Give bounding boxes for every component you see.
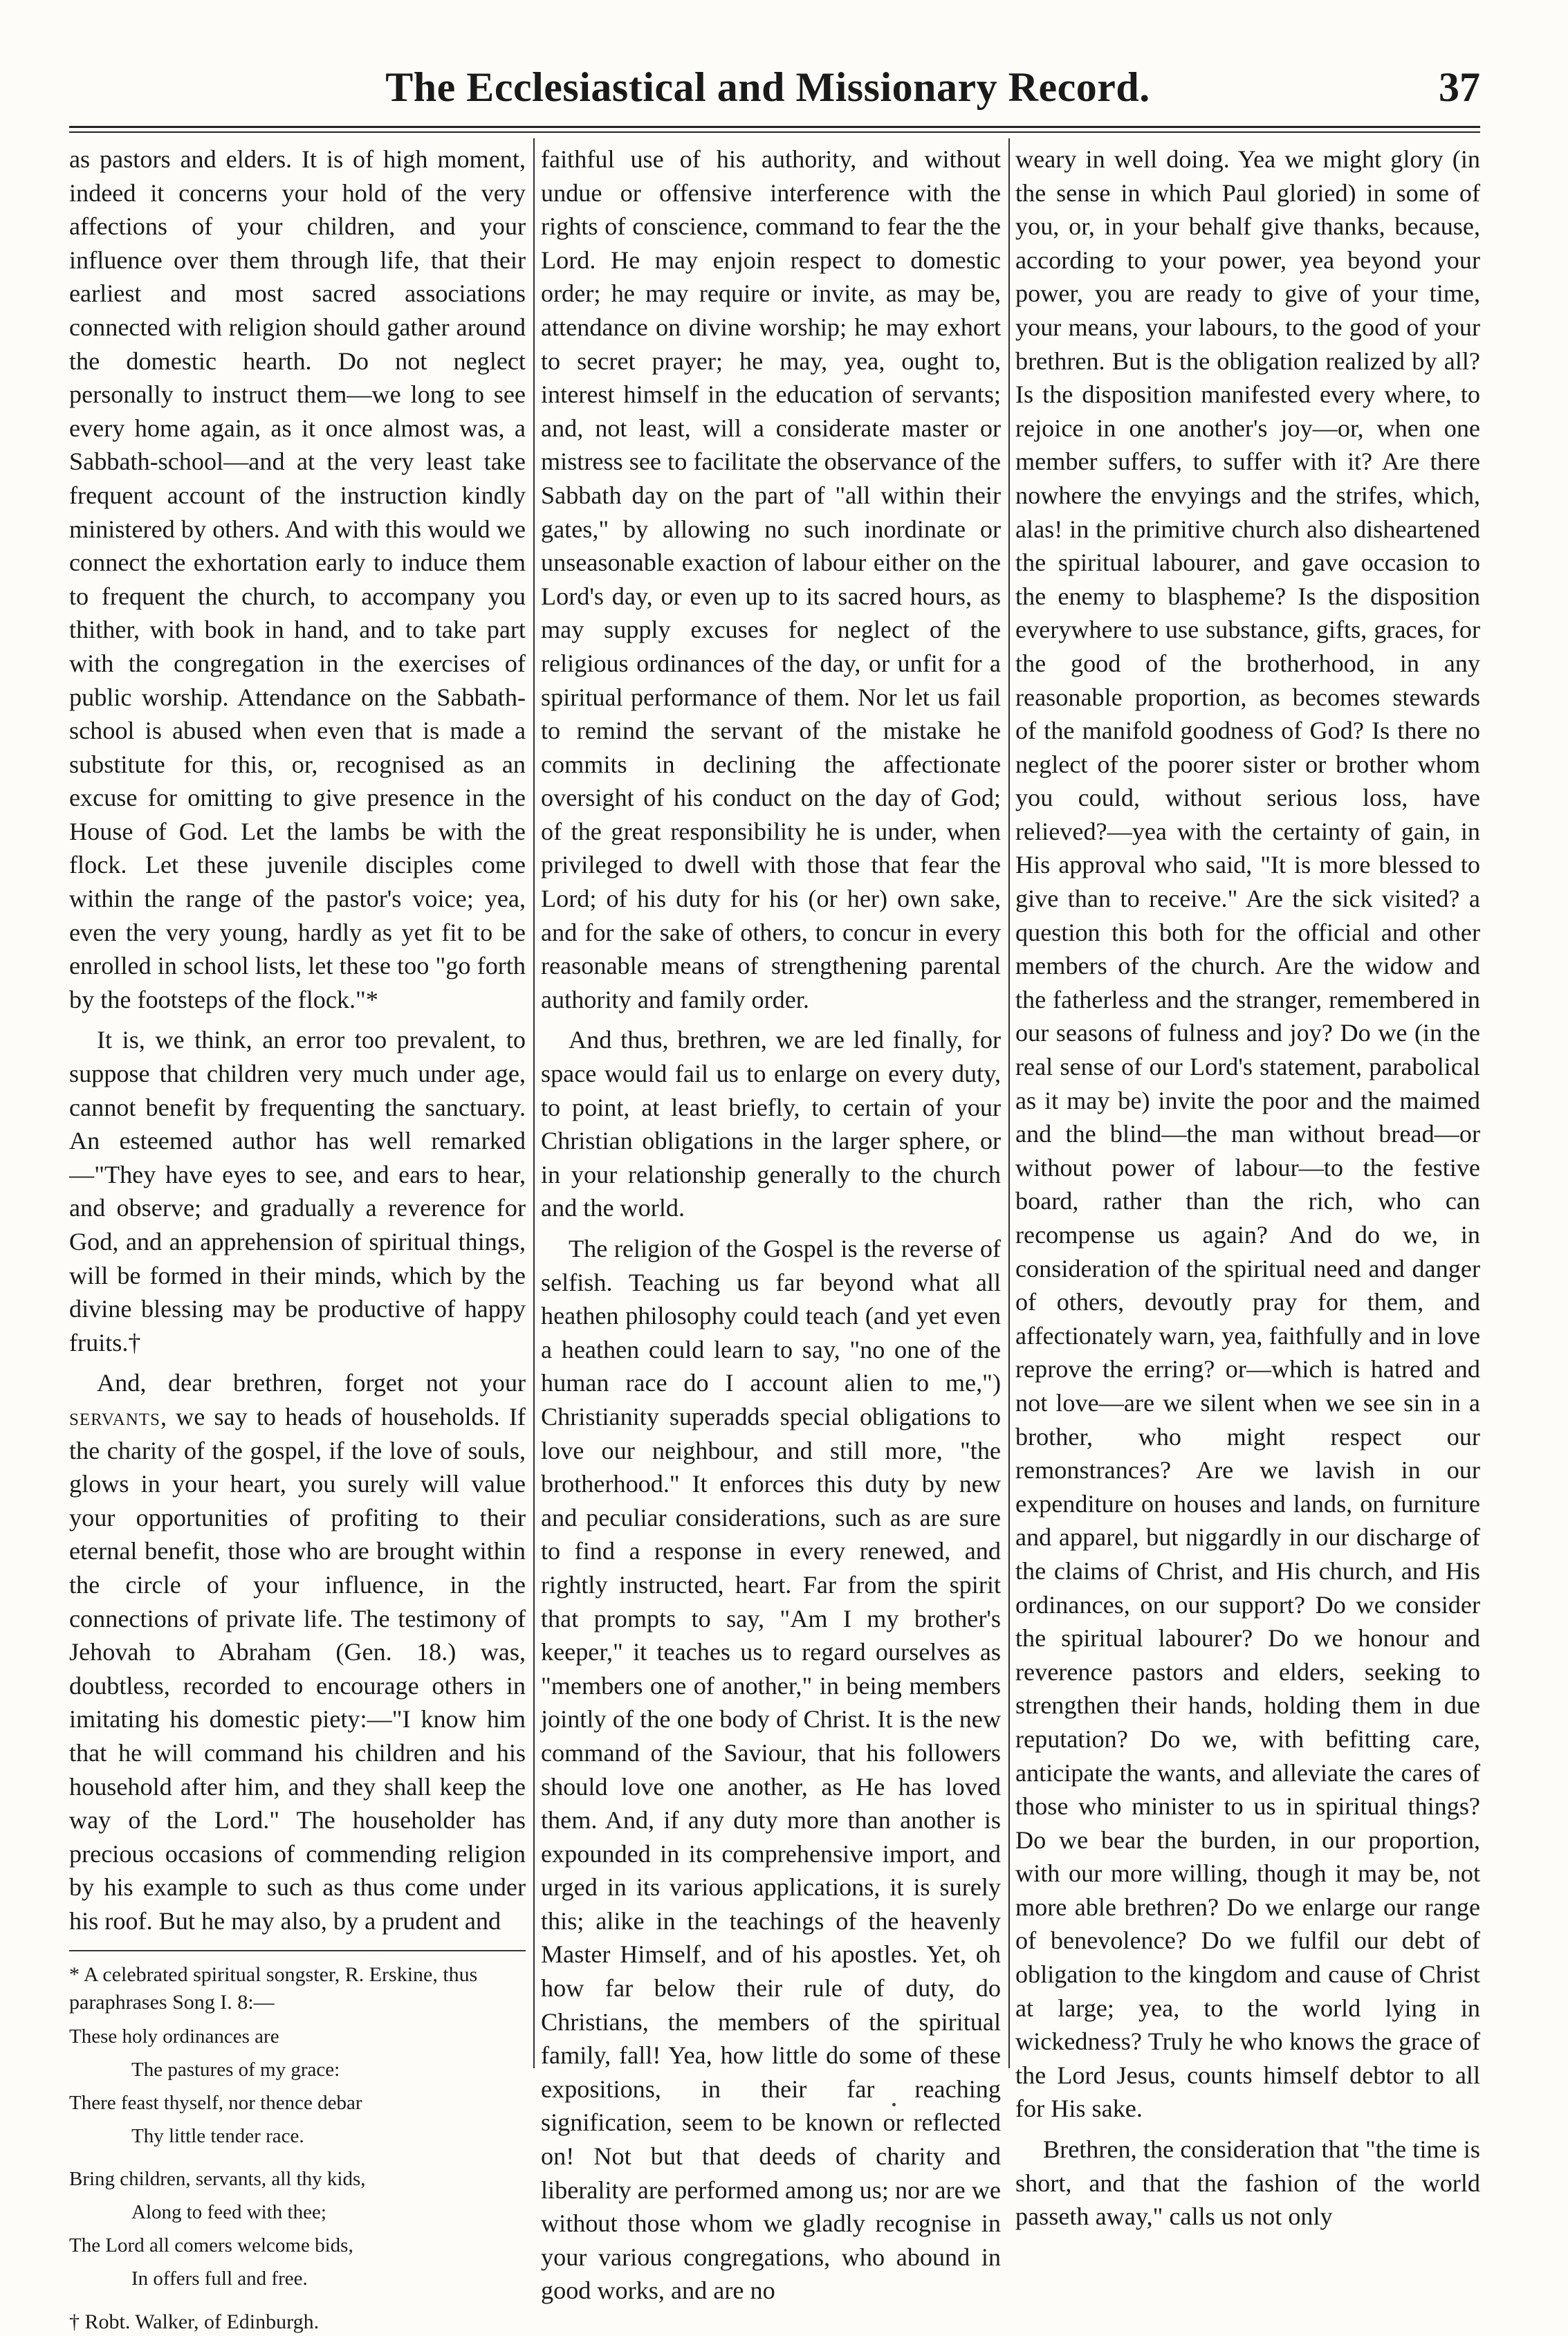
text-run: , we say to heads of households. If the charity of the gospel, if the love of souls, glows in your heart, you surely will value your opportunities of profiting to their eternal benefit, those who are brought within the circle of your influence, in the connections of private life. The testimony of Jehovah to Abraham (Gen. 18.) was, doubtless, recorded to encourage others in imitating his domestic piety:—"I know him that he will command his children and his household after him, and they shall keep the way of the Lord." The householder has precious occasions of commending religion by his example to such as thus come under his roof. But he may also, by a prudent and <box>69 1402 526 1935</box>
column-divider <box>1008 138 1010 2068</box>
header-rule <box>69 126 1480 128</box>
paragraph: The religion of the Gospel is the reverse of selfish. Teaching us far beyond what all heathen philosophy could teach (and yet even a heathen could learn to say, "no one of the human race do I account alien to me,") Christianity superadds special obligations to love our neighbour, and still more, "the brotherhood." It enforces this duty by new and peculiar considerations, such as are sure to find a response in every renewed, and rightly instructed, heart. Far from the spirit that prompts to say, "Am I my brother's keeper," it teaches us to regard ourselves as "members one of another," in being members jointly of the one body of Christ. It is the new command of the Saviour, that his followers should love one another, as He has loved them. And, if any duty more than another is expounded in its comprehensive import, and urged in its various applications, it is surely this; alike in the teachings of the heavenly Master Himself, and of his apostles. Yet, oh how far below their rule of duty, do Christians, the members of the spiritual family, fall! Yea, how little do some of these expositions, in their far reaching signification, seem to be known or reflected on! Not but that deeds of charity and liberality are performed among us; nor are we without those whom we gladly recognise in your various congregations, who abound in good works, and are no <box>541 1235 1001 2305</box>
page-number: 37 <box>1439 64 1480 110</box>
text-run: And, dear brethren, forget not your <box>97 1369 526 1397</box>
paragraph <box>69 1366 526 1938</box>
column-middle <box>541 142 1001 2305</box>
column-divider <box>533 138 535 2068</box>
verse-line: Along to feed with thee; <box>131 2201 326 2224</box>
column-right <box>1015 142 1480 2231</box>
verse-line: These holy ordinances are <box>69 2025 279 2048</box>
column-left <box>69 142 526 2334</box>
header-rule-thin <box>69 131 1480 133</box>
footnote-rule <box>69 1950 526 1951</box>
journal-title: The Ecclesiastical and Missionary Record. <box>385 64 1150 110</box>
printer-mark <box>892 2103 896 2106</box>
paragraph: Brethren, the consideration that "the time is short, and that the fashion of the world passeth away," calls us not only <box>1015 2135 1480 2231</box>
footnote: * A celebrated spiritual songster, R. Erskine, thus paraphrases Song I. 8:— <box>69 1963 478 2014</box>
paragraph: as pastors and elders. It is of high moment, indeed it concerns your hold of the very affections of your children, and your influence over them through life, that their earliest and most sacred associations connected with religion should gather around the domestic hearth. Do not neglect personally to instruct them—we long to see every home again, as it once almost was, a Sabbath-school—and at the very least take frequent account of the instruction kindly ministered by others. And with this would we connect the exhortation early to induce them to frequent the church, to accompany you thither, with book in hand, and to take part with the congregation in the exercises of public worship. Attendance on the Sabbath-school is abused when even that is made a substitute for this, or, recognised as an excuse for omitting to give presence in the House of God. Let the lambs be with the flock. Let these juvenile disciples come within the range of the pastor's voice; yea, even the very young, hardly as yet fit to be enrolled in school lists, let these too "go forth by the footsteps of the flock."* <box>69 145 526 1013</box>
small-caps-word: servants <box>69 1402 160 1431</box>
verse-line: The pastures of my grace: <box>131 2059 340 2081</box>
paragraph: weary in well doing. Yea we might glory (in the sense in which Paul gloried) in some of you, or, in your behalf give thanks, because, according to your power, yea beyond your power, you are ready to give of your time, your means, your labours, to the good of your brethren. But is the obligation realized by all? Is the disposition manifested every where, to rejoice in one another's joy—or, when one member suffers, to suffer with it? Are there nowhere the envyings and the strifes, which, alas! in the primitive church also disheartened the spiritual labourer, and gave occasion to the enemy to blaspheme? Is the disposition everywhere to use substance, gifts, graces, for the good of the brotherhood, in any reasonable proportion, as becomes stewards of the manifold goodness of God? Is there no neglect of the poorer sister or brother whom you could, without serious loss, have relieved?—yea with the certainty of gain, in His approval who said, "It is more blessed to give than to receive." Are the sick visited? a question this both for the official and other members of the church. Are the widow and the fatherless and the stranger, remembered in our seasons of fulness and joy? Do we (in the real sense of our Lord's statement, parabolical as it may be) invite the poor and the maimed and the blind—the man without bread—or without power of labour—to the festive board, rather than the rich, who can recompense us again? And do we, in consideration of the spiritual need and danger of others, devoutly pray for them, and affectionately warn, yea, faithfully and in love reprove the erring? or—which is hatred and not love—are we silent when we see sin in a brother, who might respect our remonstrances? Are we lavish in our expenditure on houses and lands, on furniture and apparel, but niggardly in our discharge of the claims of Christ, and His church, and His ordinances, on our support? Do we consider the spiritual labourer? Do we honour and reverence pastors and elders, seeking to strengthen their hands, holding them in due reputation? Do we, with befitting care, anticipate the wants, and alleviate the cares of those who minister to us in spiritual things? Do we bear the burden, in our proportion, with our more willing, though it may be, not more able brethren? Do we enlarge our range of benevolence? Do we fulfil our debt of obligation to the kingdom and cause of Christ at large; yea, to the world lying in wickedness? Truly he who knows the grace of the Lord Jesus, counts himself debtor to all for His sake. <box>1015 145 1480 2123</box>
verse-line: Bring children, servants, all thy kids, <box>69 2168 366 2191</box>
verse-line: In offers full and free. <box>131 2268 308 2290</box>
paragraph: And thus, brethren, we are led finally, for space would fail us to enlarge on every duty, to point, at least briefly, to certain of your Christian obligations in the larger sphere, or in your relationship generally to the church and the world. <box>541 1026 1001 1222</box>
running-header <box>55 64 1480 126</box>
verse-line: Thy little tender race. <box>131 2125 304 2148</box>
verse-line: There feast thyself, nor thence debar <box>69 2092 362 2115</box>
verse-line: The Lord all comers welcome bids, <box>69 2234 353 2257</box>
paragraph: It is, we think, an error too prevalent, to suppose that children very much under age, cannot benefit by frequenting the sanctuary. An esteemed author has well remarked—"They have eyes to see, and ears to hear, and observe; and gradually a reverence for God, and an apprehension of spiritual things, will be formed in their minds, which by the divine blessing may be productive of happy fruits.† <box>69 1026 526 1356</box>
footnote: † Robt. Walker, of Edinburgh. <box>69 2310 320 2334</box>
paragraph: faithful use of his authority, and without undue or offensive interference with the rights of conscience, command to fear the the Lord. He may enjoin respect to domestic order; he may require or invite, as may be, attendance on divine worship; he may exhort to secret prayer; he may, yea, ought to, interest himself in the education of servants; and, not least, will a considerate master or mistress see to facilitate the observance of the Sabbath day on the part of "all within their gates," by allowing no such inordinate or unseasonable exaction of labour either on the Lord's day, or even up to its sacred hours, as may supply excuses for neglect of the religious ordinances of the day, or unfit for a spiritual performance of them. Nor let us fail to remind the servant of the mistake he commits in declining the affectionate oversight of his conduct on the day of God; of the great responsibility he is under, when privileged to dwell with those that fear the Lord; of his duty for his (or her) own sake, and for the sake of others, to concur in every reasonable means of strengthening parental authority and family order. <box>541 145 1001 1013</box>
